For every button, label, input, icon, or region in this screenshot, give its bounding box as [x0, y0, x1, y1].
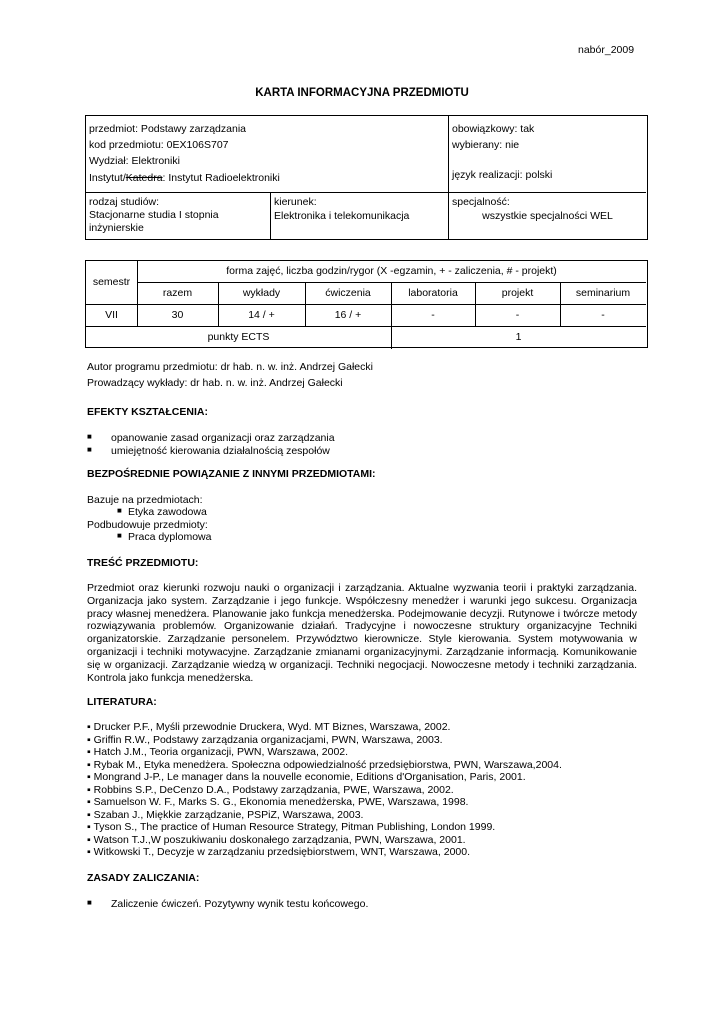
col-projekt: projekt [501, 287, 534, 299]
col-razem: razem [162, 287, 193, 299]
language-field: język realizacji: polski [452, 169, 553, 181]
content-heading: TREŚĆ PRZEDMIOTU: [87, 557, 199, 569]
literature-item: ▪ Griffin R.W., Podstawy zarządzania organizacjami, PWN, Warszawa, 2003. [87, 733, 443, 746]
semester-header: semestr [92, 276, 131, 288]
lecturer-line: Prowadzący wykłady: dr hab. n. w. inż. Andrzej Gałecki [87, 377, 343, 389]
bullet-icon: ■ [87, 445, 92, 454]
bullet-icon: ■ [117, 506, 122, 515]
seminarium-value: - [601, 309, 605, 321]
literature-item: ▪ Rybak M., Etyka menedżera. Społeczna odpowiedzialność przedsiębiorstwa, PWN, Warszawa,2004. [87, 758, 562, 771]
cwiczenia-value: 16 / + [334, 309, 362, 321]
obligatory-field: obowiązkowy: tak [452, 123, 535, 135]
author-line: Autor programu przedmiotu: dr hab. n. w. inż. Andrzej Gałecki [87, 361, 373, 373]
subject-field: przedmiot: Podstawy zarządzania [89, 123, 246, 135]
builds-label: Podbudowuje przedmioty: [87, 519, 208, 531]
wyklady-value: 14 / + [248, 309, 275, 321]
projekt-value: - [515, 309, 520, 321]
literature-item: ▪ Robbins S.P., DeCenzo D.A., Podstawy zarządzania, PWE, Warszawa, 2002. [87, 783, 454, 796]
direction-label: kierunek: [274, 196, 317, 208]
semester-value: VII [105, 309, 118, 321]
based-item: Etyka zawodowa [128, 506, 207, 518]
col-laboratoria: laboratoria [408, 287, 458, 299]
semester-table [85, 260, 648, 348]
form-header: forma zajęć, liczba godzin/rygor (X -egzamin, + - zaliczenia, # - projekt) [226, 265, 557, 277]
effect-item: opanowanie zasad organizacji oraz zarządzania [111, 432, 335, 444]
relations-heading: BEZPOŚREDNIE POWIĄZANIE Z INNYMI PRZEDMIOTAMI: [87, 468, 376, 480]
ects-value: 1 [515, 331, 522, 343]
col-wyklady: wykłady [242, 287, 281, 299]
course-code-field: kod przedmiotu: 0EX106S707 [89, 139, 229, 151]
document-code: nabór_2009 [578, 44, 635, 56]
ects-label: punkty ECTS [207, 331, 270, 343]
literature-item: ▪ Drucker P.F., Myśli przewodnie Druckera, Wyd. MT Biznes, Warszawa, 2002. [87, 721, 451, 733]
direction-value: Elektronika i telekomunikacja [274, 210, 410, 222]
literature-heading: LITERATURA: [87, 696, 157, 708]
col-cwiczenia: ćwiczenia [325, 287, 371, 299]
literature-item: ▪ Tyson S., The practice of Human Resource Strategy, Pitman Publishing, London 1999. [87, 821, 496, 833]
study-type-value: Stacjonarne studia I stopnia inżynierskie [89, 209, 219, 234]
page-title: KARTA INFORMACYJNA PRZEDMIOTU [255, 87, 469, 99]
institute-field: Instytut/Katedra: Instytut Radioelektroniki [89, 172, 280, 184]
effect-item: umiejętność kierowania działalnością zespołów [111, 445, 330, 457]
faculty-field: Wydział: Elektroniki [89, 155, 180, 167]
literature-item: ▪ Mongrand J-P., Le manager dans la nouvelle economie, Editions d'Organisation, Paris, 2001. [87, 771, 526, 783]
specialty-label: specjalność: [452, 196, 510, 208]
literature-item: ▪ Witkowski T., Decyzje w zarządzaniu przedsiębiorstwem, WNT, Warszawa, 2000. [87, 846, 471, 858]
laboratoria-value: - [431, 309, 435, 321]
effects-heading: EFEKTY KSZTAŁCENIA: [87, 406, 208, 418]
razem-value: 30 [171, 309, 184, 321]
course-info-table [85, 115, 648, 240]
specialty-value: wszystkie specjalności WEL [482, 210, 613, 222]
literature-item: ▪ Watson T.J.,W poszukiwaniu doskonałego zarządzania, PWN, Warszawa, 2001. [87, 833, 466, 846]
study-type-label: rodzaj studiów: [89, 196, 160, 208]
builds-item: Praca dyplomowa [128, 531, 212, 543]
col-seminarium: seminarium [575, 287, 631, 299]
elective-field: wybierany: nie [452, 139, 520, 151]
based-label: Bazuje na przedmiotach: [87, 494, 203, 506]
literature-item: ▪ Hatch J.M., Teoria organizacji, PWN, Warszawa, 2002. [87, 746, 349, 758]
literature-item: ▪ Samuelson W. F., Marks S. G., Ekonomia menedżerska, PWE, Warszawa, 1998. [87, 796, 469, 808]
bullet-icon: ■ [87, 432, 92, 441]
bullet-icon: ■ [117, 531, 122, 540]
bullet-icon: ■ [87, 898, 92, 907]
rules-heading: ZASADY ZALICZANIA: [87, 872, 200, 884]
content-paragraph: Przedmiot oraz kierunki rozwoju nauki o organizacji i zarządzania. Aktualne wyzwania teorii i praktyki zarządzania. Organizacja jako system. Zarządzanie i jego funkcje. Współczesny menedżer i warunki jego sukcesu. Organizacja pracy własnej menedżera. Planowanie jako funkcja menedżerska. Podejmowanie decyzji. Rutynowe i twórcze metody rozwiązywania problemów. Organizowanie działań. Tradycyjne i nowoczesne struktury organizacyjne Techniki organizatorskie. Zarządzanie personelem. Przywództwo kierownicze. Style kierowania. System motywowania w organizacji i techniki motywacyjne. Zarządzanie zmianami organizacyjnymi. Zarządzanie informacją. Komunikowanie się w organizacji. Zarządzanie wiedzą w organizacji. Techniki negocjacji. Nowoczesne metody i techniki zarządzania. Kontrola jako funkcja menedżerska. [87, 582, 637, 684]
literature-item: ▪ Szaban J., Miękkie zarządzanie, PSPiZ, Warszawa, 2003. [87, 808, 364, 821]
rules-item: Zaliczenie ćwiczeń. Pozytywny wynik testu końcowego. [111, 898, 369, 910]
